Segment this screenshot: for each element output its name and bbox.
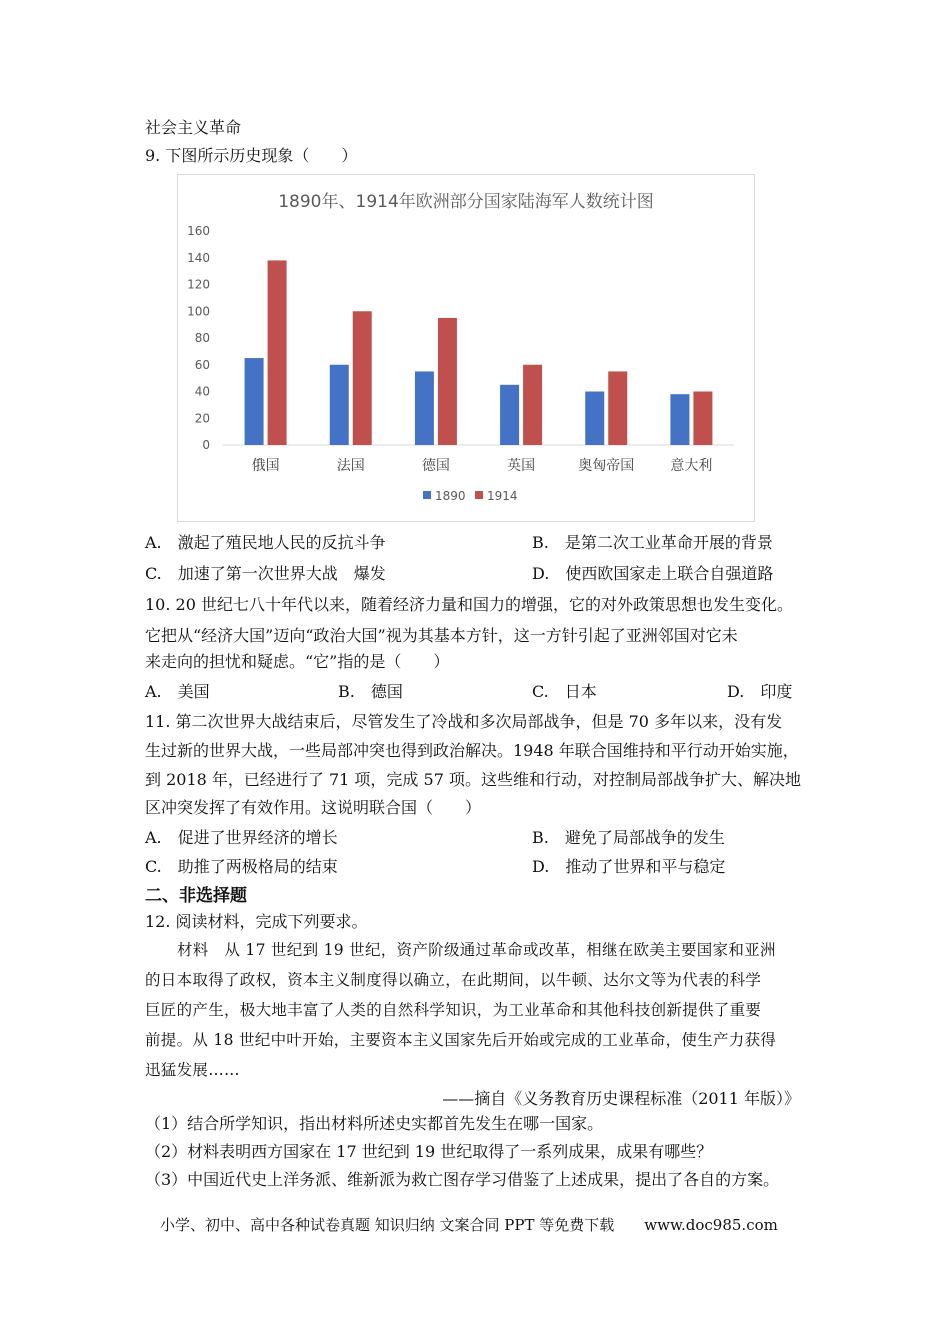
- bar-1890-1: [330, 365, 349, 445]
- legend-label-1890: 1890: [435, 489, 466, 503]
- y-tick-label-20: 20: [194, 411, 210, 426]
- x-tick-label-5: 意大利: [670, 458, 713, 474]
- bar-1890-3: [500, 385, 519, 445]
- q11-line-2: 生过新的世界大战，一些局部冲突也得到政治解决。1948 年联合国维持和平行动开始实施，: [145, 741, 799, 760]
- bar-1890-4: [585, 392, 604, 446]
- y-tick-label-60: 60: [194, 357, 210, 372]
- q10-line-2: 它把从“经济大国”迈向“政治大国”视为其基本方针，这一方针引起了亚洲邻国对它未: [145, 626, 738, 645]
- bar-1890-0: [245, 358, 264, 445]
- x-tick-label-4: 奥匈帝国: [578, 458, 635, 474]
- q10-option-b: B. 德国: [338, 682, 403, 701]
- y-tick-label-100: 100: [187, 304, 210, 319]
- material-line-5: 迅猛发展……: [145, 1061, 240, 1079]
- bar-1914-1: [353, 311, 372, 445]
- q12-sub-2: （2）材料表明西方国家在 17 世纪到 19 世纪取得了一系列成果，成果有哪些？: [145, 1142, 713, 1161]
- q12-stem: 12. 阅读材料，完成下列要求。: [145, 912, 368, 931]
- x-tick-label-3: 英国: [507, 458, 536, 474]
- q11-option-c: C. 助推了两极格局的结束: [145, 857, 338, 876]
- legend-label-1914: 1914: [487, 489, 518, 503]
- section-heading: 二、非选择题: [145, 886, 247, 906]
- bar-1914-5: [693, 392, 712, 446]
- q10-option-c: C. 日本: [532, 682, 597, 701]
- bar-chart: [177, 174, 755, 522]
- q9-stem: 9. 下图所示历史现象（ ）: [145, 146, 358, 165]
- q9-option-d: D. 使西欧国家走上联合自强道路: [532, 564, 774, 583]
- material-line-4: 前提。从 18 世纪中叶开始，主要资本主义国家先后开始或完成的工业革命，使生产力获得: [145, 1031, 777, 1049]
- page-footer: 小学、初中、高中各种试卷真题 知识归纳 文案合同 PPT 等免费下载 www.doc985.com: [160, 1216, 778, 1234]
- chart-svg: [178, 175, 754, 521]
- legend-swatch-1890: [423, 491, 431, 499]
- q10-line-3: 来走向的担忧和疑虑。“它”指的是（ ）: [145, 652, 450, 671]
- q12-sub-3: （3）中国近代史上洋务派、维新派为救亡图存学习借鉴了上述成果，提出了各自的方案。: [145, 1170, 780, 1189]
- chart-title: 1890年、1914年欧洲部分国家陆海军人数统计图: [278, 192, 654, 212]
- x-tick-label-0: 俄国: [251, 458, 280, 474]
- intro-text: 社会主义革命: [145, 118, 242, 137]
- x-tick-label-1: 法国: [336, 458, 365, 474]
- q10-line-1: 10. 20 世纪七八十年代以来，随着经济力量和国力的增强，它的对外政策思想也发生变化。: [145, 595, 793, 614]
- q11-line-3: 到 2018 年，已经进行了 71 项，完成 57 项。这些维和行动，对控制局部战争扩大、解决地: [145, 770, 801, 789]
- y-tick-label-120: 120: [187, 277, 210, 292]
- legend-swatch-1914: [475, 491, 483, 499]
- q10-option-d: D. 印度: [727, 682, 793, 701]
- material-line-3: 巨匠的产生，极大地丰富了人类的自然科学知识，为工业革命和其他科技创新提供了重要: [145, 1001, 762, 1019]
- q10-option-a: A. 美国: [145, 682, 210, 701]
- x-tick-label-2: 德国: [421, 458, 450, 474]
- q9-option-c: C. 加速了第一次世界大战 爆发: [145, 564, 386, 583]
- material-line-1: 材料 从 17 世纪到 19 世纪，资产阶级通过革命或改革，相继在欧美主要国家和亚洲: [177, 941, 776, 959]
- q11-line-4: 区冲突发挥了有效作用。这说明联合国（ ）: [145, 798, 482, 817]
- y-tick-label-0: 0: [202, 438, 210, 452]
- bar-1914-4: [608, 371, 627, 445]
- y-tick-label-40: 40: [194, 384, 210, 399]
- material-source: ——摘自《义务教育历史课程标准（2011 年版）》: [442, 1089, 800, 1108]
- material-line-2: 的日本取得了政权，资本主义制度得以确立，在此期间，以牛顿、达尔文等为代表的科学: [145, 971, 762, 989]
- q11-option-d: D. 推动了世界和平与稳定: [532, 857, 726, 876]
- bar-1914-3: [523, 365, 542, 445]
- bar-1914-0: [268, 260, 287, 445]
- bar-1890-2: [415, 371, 434, 445]
- y-tick-label-160: 160: [187, 224, 210, 238]
- q9-option-b: B. 是第二次工业革命开展的背景: [532, 533, 773, 552]
- y-tick-label-140: 140: [187, 250, 210, 265]
- q11-option-b: B. 避免了局部战争的发生: [532, 828, 725, 847]
- bar-1914-2: [438, 318, 457, 445]
- q11-line-1: 11. 第二次世界大战结束后，尽管发生了冷战和多次局部战争，但是 70 多年以来，没有发: [145, 712, 783, 731]
- bar-1890-5: [670, 394, 689, 445]
- q11-option-a: A. 促进了世界经济的增长: [145, 828, 338, 847]
- q9-option-a: A. 激起了殖民地人民的反抗斗争: [145, 533, 386, 552]
- q12-sub-1: （1）结合所学知识，指出材料所述史实都首先发生在哪一国家。: [145, 1114, 604, 1133]
- y-tick-label-80: 80: [194, 331, 210, 345]
